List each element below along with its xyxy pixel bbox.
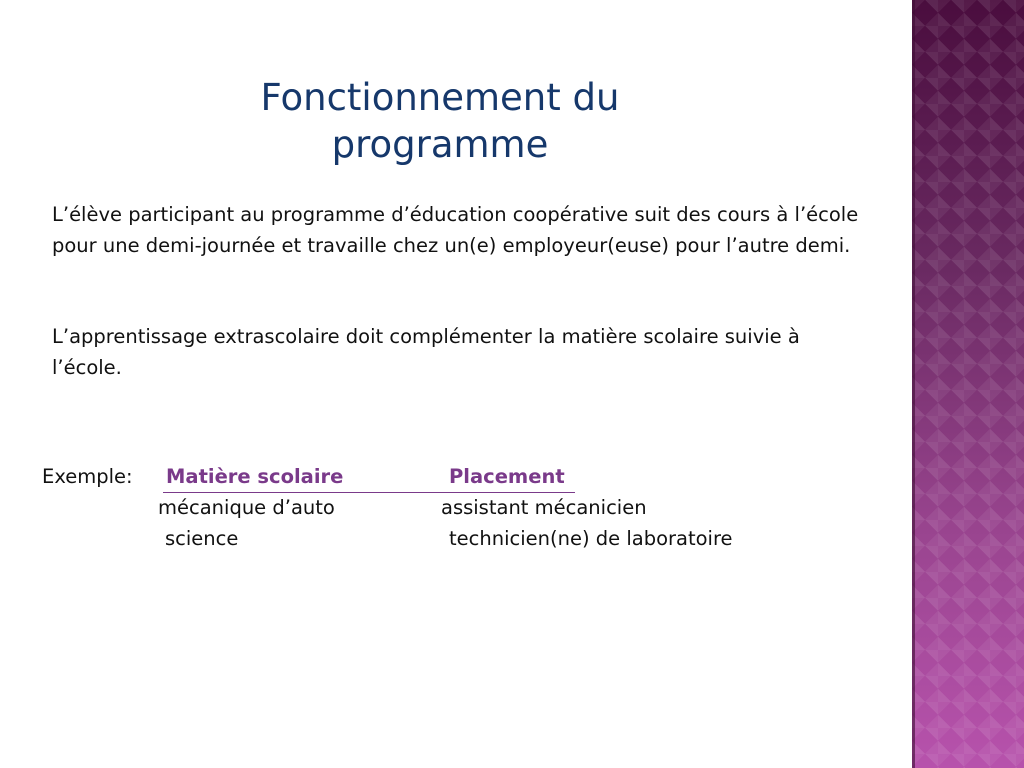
side-band-edge: [912, 0, 915, 768]
decorative-side-band: [912, 0, 1024, 768]
title-line-2: programme: [331, 123, 549, 166]
row-1-placement: assistant mécanicien: [441, 496, 647, 519]
title-line-1: Fonctionnement du: [260, 76, 620, 119]
paragraph-2: L’apprentissage extrascolaire doit complémenter la matière scolaire suivie à l’école.: [52, 325, 800, 379]
slide-title: [190, 74, 690, 168]
paragraph-1: L’élève participant au programme d’éducation coopérative suit des cours à l’école pour une demi-journée et travaille chez un(e) employeur(euse) pour l’autre demi.: [52, 203, 859, 257]
header-subject: Matière scolaire: [166, 465, 344, 488]
row-2-subject: science: [165, 527, 239, 550]
header-placement: Placement: [449, 465, 565, 488]
row-2-placement: technicien(ne) de laboratoire: [449, 527, 733, 550]
example-header-row: [163, 462, 575, 493]
row-1-subject: mécanique d’auto: [158, 496, 335, 519]
example-label: Exemple:: [42, 465, 133, 488]
